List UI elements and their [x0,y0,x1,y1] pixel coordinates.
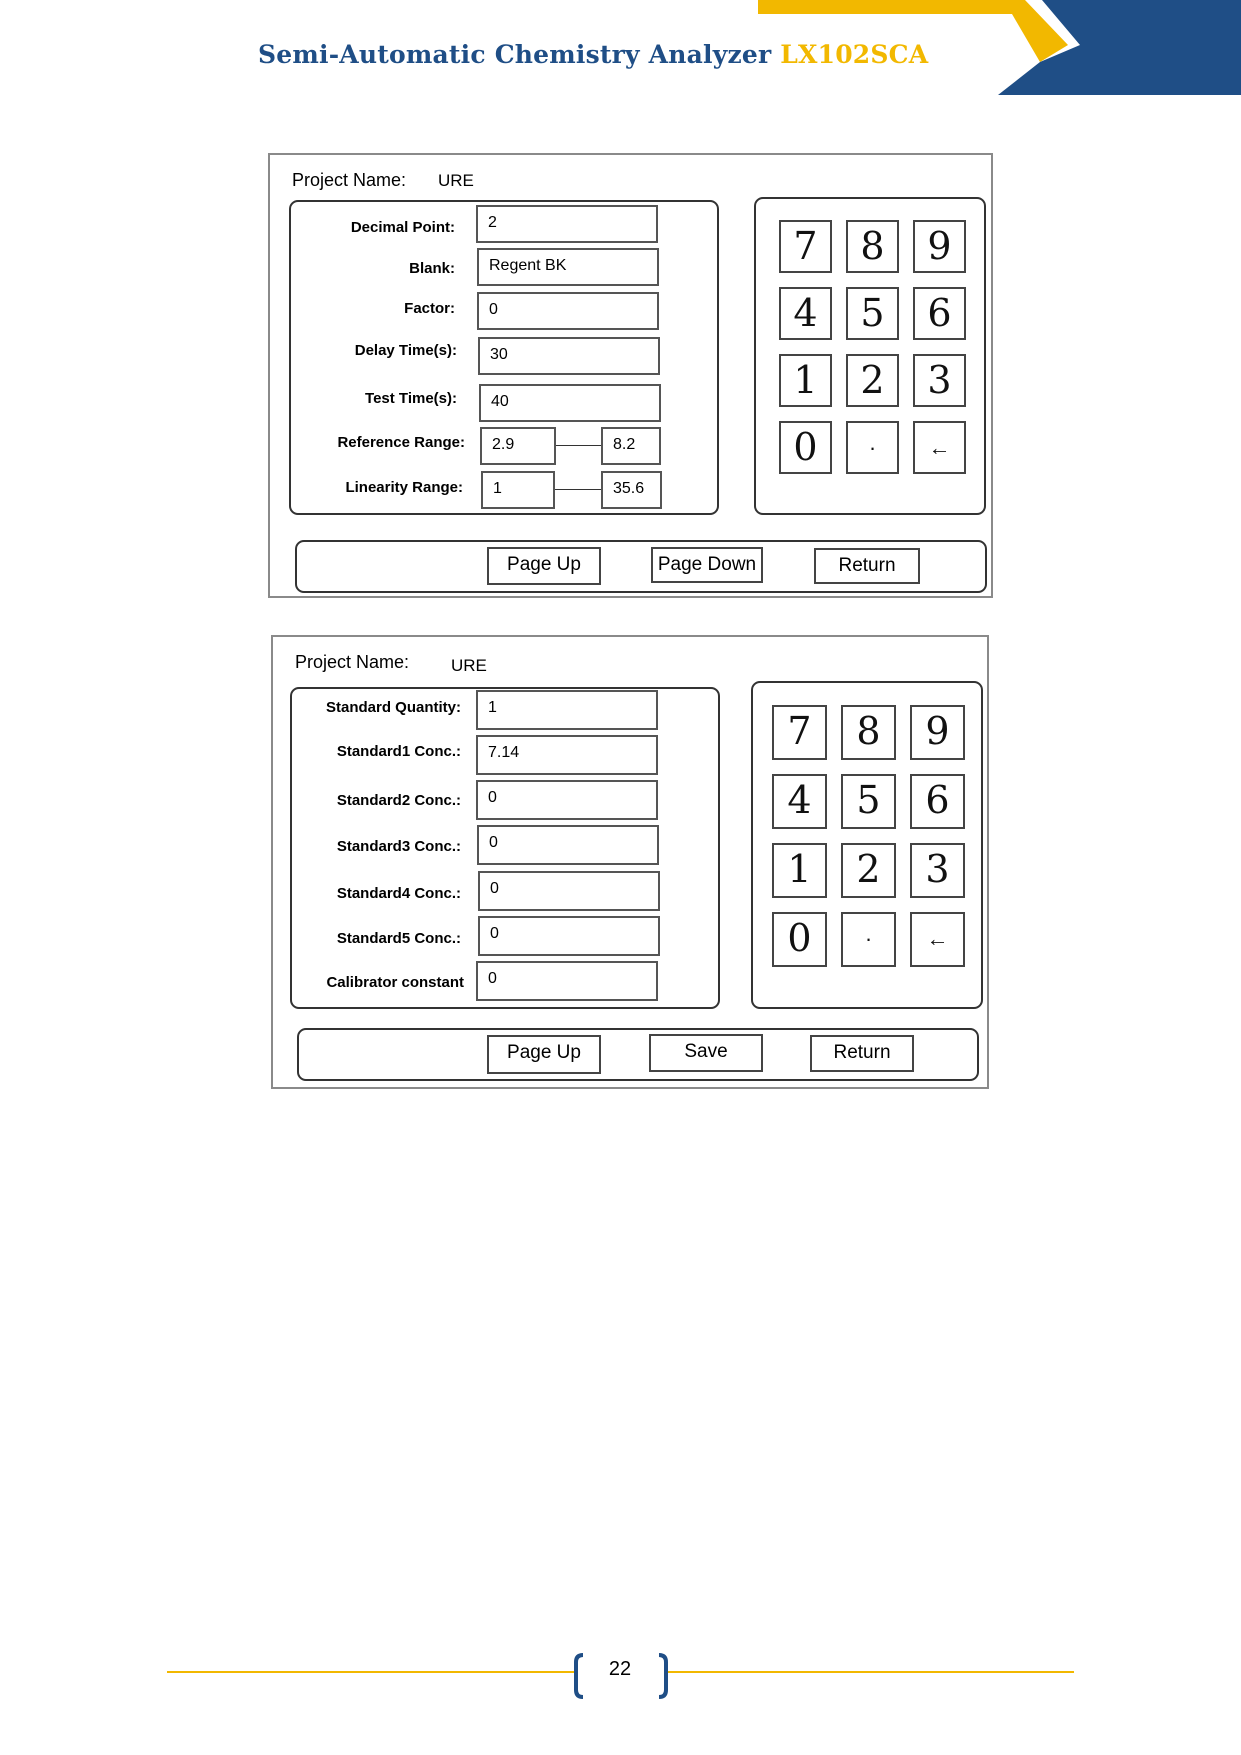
keypad-key-2[interactable]: 2 [841,843,896,898]
page-up-button[interactable]: Page Up [487,1035,601,1074]
keypad-key-9[interactable]: 9 [913,220,966,273]
keypad-key-3[interactable]: 3 [913,354,966,407]
range-connector [556,445,602,446]
page-down-button[interactable]: Page Down [651,547,763,583]
factor-label: Factor: [404,300,455,317]
blank-label: Blank: [409,260,455,277]
keypad-key-1[interactable]: 1 [779,354,832,407]
decimal-point-field[interactable]: 2 [476,205,658,243]
footer-rule-right [665,1671,1074,1673]
keypad-key-decimal[interactable]: · [841,912,896,967]
standard-quantity-label: Standard Quantity: [325,699,461,716]
page-up-button[interactable]: Page Up [487,547,601,585]
calibrator-constant-label: Calibrator constant [326,974,464,991]
keypad-key-2[interactable]: 2 [846,354,899,407]
calibrator-constant-field[interactable]: 0 [476,961,658,1001]
delay-time-label: Delay Time(s): [354,342,457,359]
backspace-icon[interactable]: ← [913,421,966,474]
keypad-key-6[interactable]: 6 [910,774,965,829]
keypad-key-8[interactable]: 8 [841,705,896,760]
keypad-key-9[interactable]: 9 [910,705,965,760]
document-title: Semi-Automatic Chemistry Analyzer LX102SCA [258,40,929,69]
parameter-screen-2 [271,635,989,1089]
linearity-range-high-field[interactable]: 35.6 [601,471,662,509]
keypad-key-5[interactable]: 5 [846,287,899,340]
project-name-label: Project Name: [295,652,410,672]
reference-range-low-field[interactable]: 2.9 [480,427,556,465]
linearity-range-label: Linearity Range: [345,479,463,496]
test-time-label: Test Time(s): [365,390,457,407]
footer-rule-left [167,1671,575,1673]
factor-field[interactable]: 0 [477,292,659,330]
keypad-key-4[interactable]: 4 [772,774,827,829]
standard4-conc-field[interactable]: 0 [478,871,660,911]
reference-range-high-field[interactable]: 8.2 [601,427,661,465]
project-name-value: URE [438,171,474,190]
standard3-conc-label: Standard3 Conc.: [336,838,461,855]
linearity-range-low-field[interactable]: 1 [481,471,555,509]
standard4-conc-label: Standard4 Conc.: [336,885,461,902]
keypad-key-8[interactable]: 8 [846,220,899,273]
standard-quantity-field[interactable]: 1 [476,690,658,730]
standard2-conc-label: Standard2 Conc.: [336,792,461,809]
delay-time-field[interactable]: 30 [478,337,660,375]
keypad-key-7[interactable]: 7 [779,220,832,273]
keypad-key-0[interactable]: 0 [779,421,832,474]
test-time-field[interactable]: 40 [479,384,661,422]
keypad-key-4[interactable]: 4 [779,287,832,340]
keypad-key-decimal[interactable]: · [846,421,899,474]
standard5-conc-label: Standard5 Conc.: [336,930,461,947]
project-name-value: URE [451,656,487,675]
model-name: LX102SCA [780,40,929,69]
reference-range-label: Reference Range: [337,434,465,451]
standard1-conc-label: Standard1 Conc.: [336,743,461,760]
standard5-conc-field[interactable]: 0 [478,916,660,956]
keypad-key-3[interactable]: 3 [910,843,965,898]
standard1-conc-field[interactable]: 7.14 [476,735,658,775]
decimal-point-label: Decimal Point: [350,219,455,236]
blank-field[interactable]: Regent BK [477,248,659,286]
standard2-conc-field[interactable]: 0 [476,780,658,820]
return-button[interactable]: Return [810,1035,914,1072]
parameter-screen-1 [268,153,993,598]
backspace-icon[interactable]: ← [910,912,965,967]
return-button[interactable]: Return [814,548,920,584]
page-number: 22 [608,1658,632,1680]
keypad-key-1[interactable]: 1 [772,843,827,898]
range-connector [555,489,602,490]
standard3-conc-field[interactable]: 0 [477,825,659,865]
project-name-label: Project Name: [292,170,407,190]
keypad-key-6[interactable]: 6 [913,287,966,340]
save-button[interactable]: Save [649,1034,763,1072]
keypad-key-5[interactable]: 5 [841,774,896,829]
keypad-key-0[interactable]: 0 [772,912,827,967]
keypad-key-7[interactable]: 7 [772,705,827,760]
